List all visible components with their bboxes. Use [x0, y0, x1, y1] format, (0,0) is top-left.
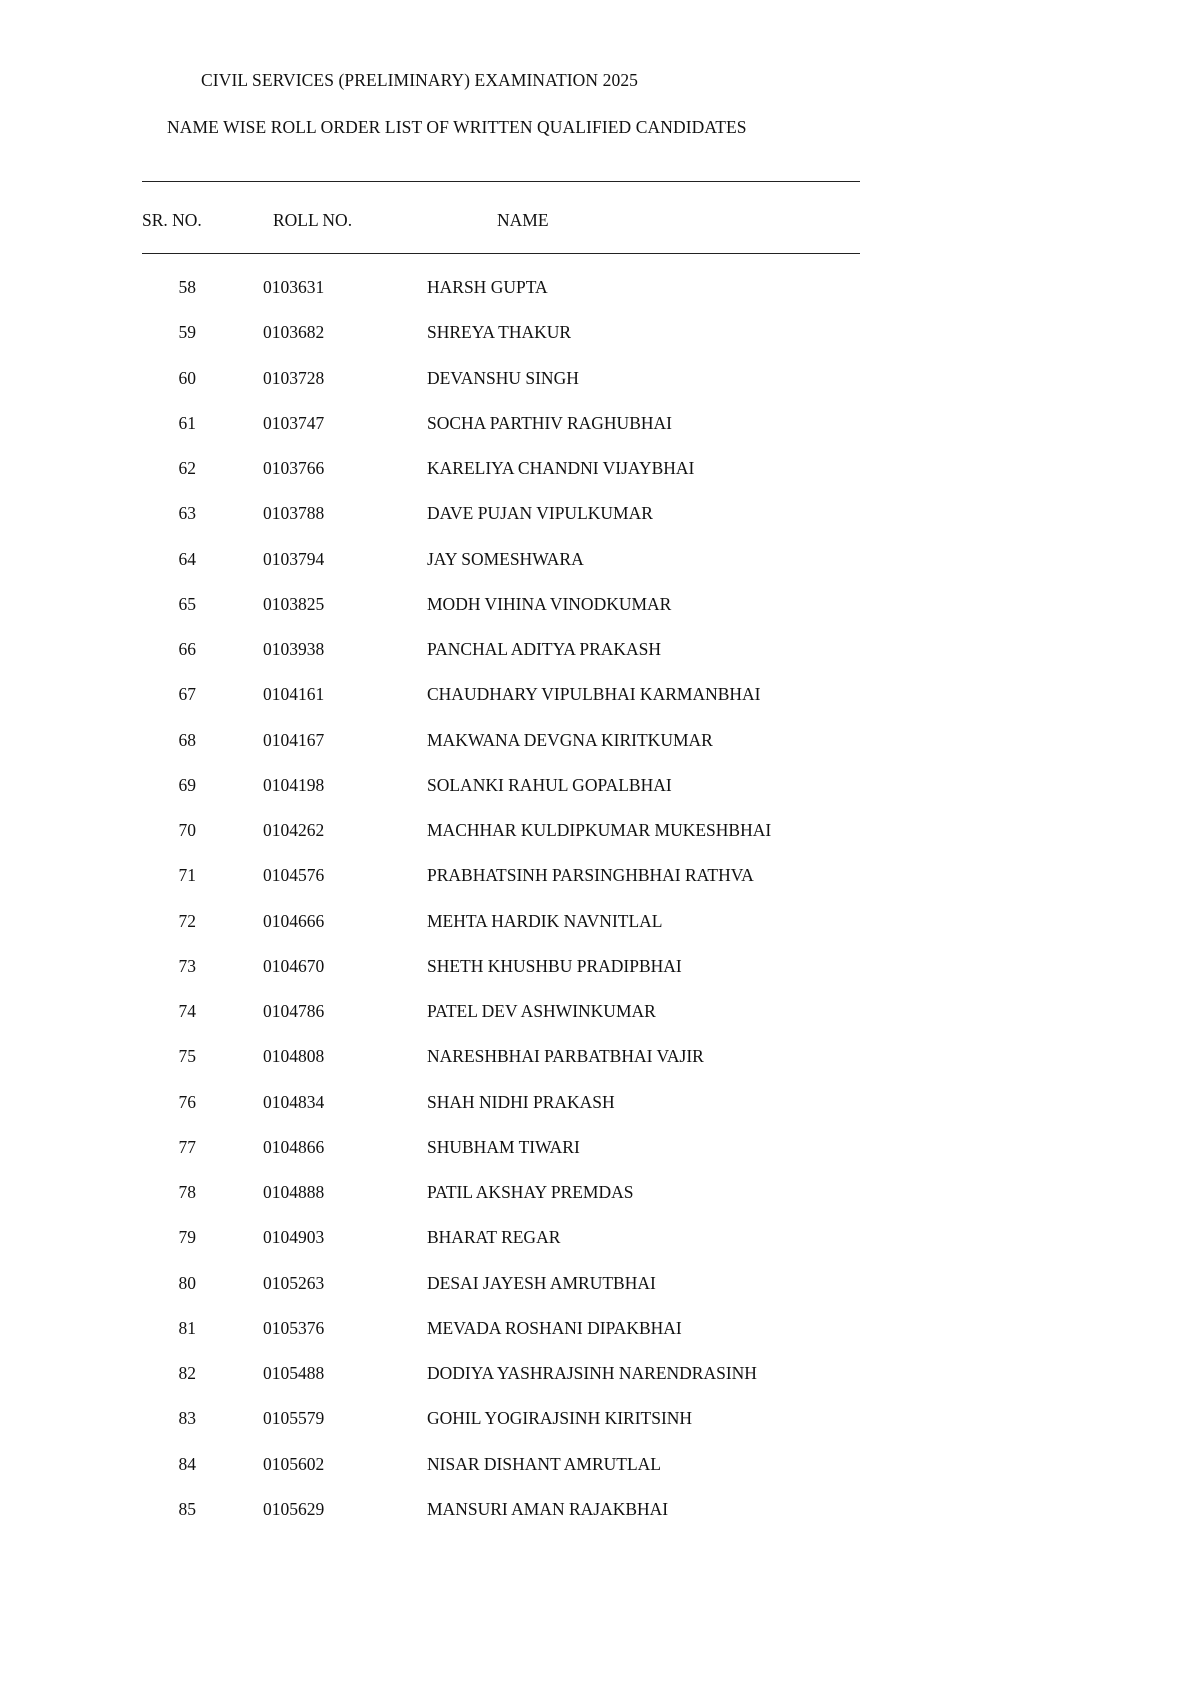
candidate-name-cell: DODIYA YASHRAJSINH NARENDRASINH: [427, 1363, 757, 1383]
candidate-row: [0, 368, 1200, 413]
column-header-name: NAME: [497, 210, 549, 230]
candidate-name-cell: DESAI JAYESH AMRUTBHAI: [427, 1272, 656, 1293]
candidate-name-cell: JAY SOMESHWARA: [427, 548, 584, 569]
candidate-row: [0, 1001, 1200, 1046]
candidate-name-cell: HARSH GUPTA: [427, 277, 548, 297]
candidate-row: [0, 503, 1200, 548]
candidate-row: [0, 820, 1200, 865]
candidate-row: [0, 1318, 1200, 1363]
candidate-row: [0, 1273, 1200, 1318]
sr-no-cell: 66: [178, 639, 196, 659]
candidate-name-cell: NARESHBHAI PARBATBHAI VAJIR: [427, 1046, 704, 1067]
roll-no-cell: 0103631: [263, 277, 325, 297]
roll-no-cell: 0103788: [263, 503, 325, 524]
candidate-row: [0, 322, 1200, 367]
candidate-list: [0, 277, 1200, 1544]
roll-no-cell: 0103766: [263, 458, 325, 478]
roll-no-cell: 0104161: [263, 684, 325, 705]
candidate-name-cell: CHAUDHARY VIPULBHAI KARMANBHAI: [427, 684, 761, 705]
candidate-row: [0, 865, 1200, 910]
candidate-row: [0, 639, 1200, 684]
sr-no-cell: 72: [178, 910, 196, 931]
roll-no-cell: 0104576: [263, 865, 325, 886]
roll-no-cell: 0104834: [263, 1091, 325, 1112]
sr-no-cell: 78: [178, 1182, 196, 1202]
sr-no-cell: 79: [178, 1227, 196, 1248]
candidate-name-cell: SOLANKI RAHUL GOPALBHAI: [427, 774, 672, 795]
sr-no-cell: 84: [178, 1453, 196, 1474]
candidate-row: [0, 730, 1200, 775]
sr-no-cell: 74: [178, 1001, 196, 1021]
sr-no-cell: 68: [178, 729, 196, 750]
roll-no-cell: 0105629: [263, 1498, 325, 1519]
sr-no-cell: 65: [178, 593, 196, 614]
sr-no-cell: 76: [178, 1091, 196, 1112]
sr-no-cell: 70: [178, 820, 196, 840]
roll-no-cell: 0103794: [263, 548, 325, 569]
candidate-row: [0, 277, 1200, 322]
candidate-name-cell: PATEL DEV ASHWINKUMAR: [427, 1001, 656, 1021]
candidate-row: [0, 1092, 1200, 1137]
sr-no-cell: 82: [178, 1363, 196, 1383]
roll-no-cell: 0103728: [263, 367, 325, 388]
candidate-name-cell: SHREYA THAKUR: [427, 322, 572, 343]
candidate-name-cell: PRABHATSINH PARSINGHBHAI RATHVA: [427, 865, 754, 886]
roll-no-cell: 0104262: [263, 820, 325, 840]
sr-no-cell: 67: [178, 684, 196, 705]
sr-no-cell: 85: [178, 1498, 196, 1519]
roll-no-cell: 0104167: [263, 729, 325, 750]
roll-no-cell: 0103747: [263, 412, 325, 433]
candidate-name-cell: NISAR DISHANT AMRUTLAL: [427, 1453, 661, 1474]
candidate-name-cell: MANSURI AMAN RAJAKBHAI: [427, 1498, 669, 1519]
candidate-row: [0, 1363, 1200, 1408]
sr-no-cell: 81: [178, 1317, 196, 1338]
candidate-name-cell: DEVANSHU SINGH: [427, 367, 579, 388]
candidate-row: [0, 458, 1200, 503]
candidate-row: [0, 1182, 1200, 1227]
roll-no-cell: 0104666: [263, 910, 325, 931]
roll-no-cell: 0104903: [263, 1227, 325, 1248]
sr-no-cell: 73: [178, 955, 196, 976]
header-bottom-rule: [142, 253, 860, 254]
sr-no-cell: 63: [178, 503, 196, 524]
candidate-name-cell: MACHHAR KULDIPKUMAR MUKESHBHAI: [427, 820, 772, 840]
column-header-sr-no: SR. NO.: [142, 210, 202, 230]
sr-no-cell: 59: [178, 322, 196, 343]
candidate-row: [0, 1454, 1200, 1499]
roll-no-cell: 0104888: [263, 1182, 325, 1202]
candidate-name-cell: MAKWANA DEVGNA KIRITKUMAR: [427, 729, 713, 750]
candidate-row: [0, 594, 1200, 639]
candidate-name-cell: PATIL AKSHAY PREMDAS: [427, 1182, 634, 1202]
candidate-row: [0, 1046, 1200, 1091]
candidate-row: [0, 1408, 1200, 1453]
candidate-name-cell: PANCHAL ADITYA PRAKASH: [427, 639, 662, 659]
roll-no-cell: 0105263: [263, 1272, 325, 1293]
candidate-row: [0, 684, 1200, 729]
roll-no-cell: 0105602: [263, 1453, 325, 1474]
roll-no-cell: 0104198: [263, 774, 325, 795]
roll-no-cell: 0104808: [263, 1046, 325, 1067]
candidate-row: [0, 775, 1200, 820]
sr-no-cell: 61: [178, 412, 196, 433]
column-header-roll-no: ROLL NO.: [273, 210, 353, 230]
candidate-name-cell: BHARAT REGAR: [427, 1227, 561, 1248]
document-subtitle: NAME WISE ROLL ORDER LIST OF WRITTEN QUALIFIED CANDIDATES: [167, 117, 747, 137]
roll-no-cell: 0104670: [263, 955, 325, 976]
sr-no-cell: 80: [178, 1272, 196, 1293]
roll-no-cell: 0103682: [263, 322, 325, 343]
header-top-rule: [142, 181, 860, 182]
sr-no-cell: 58: [178, 277, 196, 297]
candidate-row: [0, 1499, 1200, 1544]
sr-no-cell: 71: [178, 865, 196, 886]
candidate-name-cell: MEVADA ROSHANI DIPAKBHAI: [427, 1317, 682, 1338]
sr-no-cell: 69: [178, 774, 196, 795]
candidate-row: [0, 911, 1200, 956]
candidate-name-cell: MODH VIHINA VINODKUMAR: [427, 593, 672, 614]
candidate-name-cell: MEHTA HARDIK NAVNITLAL: [427, 910, 663, 931]
candidate-name-cell: SHAH NIDHI PRAKASH: [427, 1091, 615, 1112]
roll-no-cell: 0105488: [263, 1363, 325, 1383]
candidate-row: [0, 1227, 1200, 1272]
roll-no-cell: 0103938: [263, 639, 325, 659]
candidate-row: [0, 956, 1200, 1001]
sr-no-cell: 75: [178, 1046, 196, 1067]
roll-no-cell: 0105579: [263, 1408, 325, 1429]
document-title: CIVIL SERVICES (PRELIMINARY) EXAMINATION 2025: [201, 70, 639, 90]
roll-no-cell: 0105376: [263, 1317, 325, 1338]
roll-no-cell: 0103825: [263, 593, 325, 614]
sr-no-cell: 77: [178, 1136, 196, 1157]
sr-no-cell: 83: [178, 1408, 196, 1429]
roll-no-cell: 0104786: [263, 1001, 325, 1021]
candidate-name-cell: SOCHA PARTHIV RAGHUBHAI: [427, 412, 672, 433]
sr-no-cell: 62: [178, 458, 196, 478]
candidate-name-cell: DAVE PUJAN VIPULKUMAR: [427, 503, 653, 524]
roll-no-cell: 0104866: [263, 1136, 325, 1157]
candidate-name-cell: KARELIYA CHANDNI VIJAYBHAI: [427, 458, 695, 478]
candidate-name-cell: GOHIL YOGIRAJSINH KIRITSINH: [427, 1408, 693, 1429]
sr-no-cell: 60: [178, 367, 196, 388]
candidate-name-cell: SHUBHAM TIWARI: [427, 1136, 580, 1157]
candidate-name-cell: SHETH KHUSHBU PRADIPBHAI: [427, 955, 682, 976]
sr-no-cell: 64: [178, 548, 196, 569]
candidate-row: [0, 413, 1200, 458]
candidate-row: [0, 1137, 1200, 1182]
candidate-row: [0, 549, 1200, 594]
